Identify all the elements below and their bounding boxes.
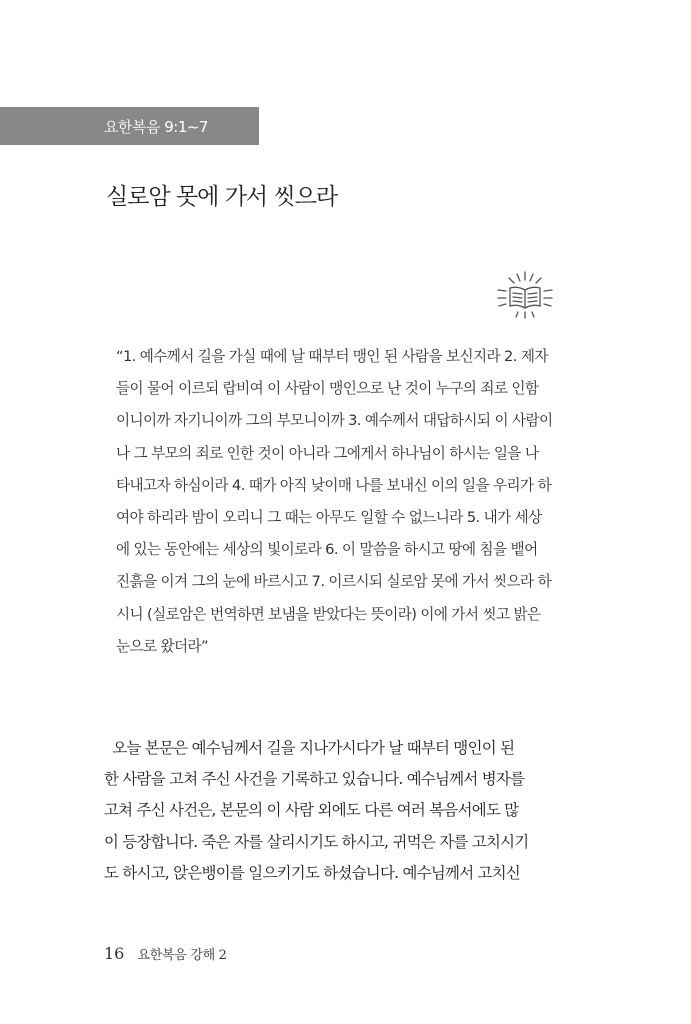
body-line: 고쳐 주신 사건은, 본문의 이 사람 외에도 다른 여러 복음서에도 많: [104, 801, 519, 820]
body-line: 오늘 본문은 예수님께서 길을 지나가시다가 날 때부터 맹인이 된: [104, 739, 515, 757]
scripture-line: 에 있는 동안에는 세상의 빛이로라 6. 이 말씀을 하시고 땅에 침을 뱉어: [116, 541, 538, 559]
scripture-line: 이니이까 자기니이까 그의 부모니이까 3. 예수께서 대답하시되 이 사람이: [116, 412, 553, 430]
running-book-title: 요한복음 강해 2: [137, 948, 227, 963]
page-footer: [104, 944, 227, 963]
scripture-line: 눈으로 왔더라”: [116, 637, 208, 655]
scripture-line: 여야 하리라 밤이 오리니 그 때는 아무도 일할 수 없느니라 5. 내가 세상: [116, 509, 542, 527]
scripture-line: 나 그 부모의 죄로 인한 것이 아니라 그에게서 하나님이 하시는 일을 나: [116, 444, 539, 462]
scripture-line: “1. 예수께서 길을 가실 때에 날 때부터 맹인 된 사람을 보신지라 2. 제자: [116, 348, 548, 365]
page-number: 16: [104, 944, 125, 963]
scripture-line: 들이 물어 이르되 랍비여 이 사람이 맹인으로 난 것이 누구의 죄로 인함: [116, 380, 539, 398]
body-paragraph: [104, 733, 574, 889]
body-line: 이 등장합니다. 죽은 자를 살리시기도 하시고, 귀먹은 자를 고치시기: [104, 832, 529, 851]
page-title: 실로암 못에 가서 씻으라: [106, 184, 338, 210]
scripture-line: 타내고자 하심이라 4. 때가 아직 낮이매 나를 보내신 이의 일을 우리가 하: [116, 476, 552, 494]
body-line: 도 하시고, 앉은뱅이를 일으키기도 하셨습니다. 예수님께서 고치신: [104, 863, 521, 882]
scripture-line: 진흙을 이겨 그의 눈에 바르시고 7. 이르시되 실로암 못에 가서 씻으라 하: [116, 573, 552, 591]
scripture-passage: [116, 341, 566, 663]
open-book-icon: [496, 270, 554, 320]
section-header-bar: [0, 107, 259, 145]
body-line: 한 사람을 고쳐 주신 사건을 기록하고 있습니다. 예수님께서 병자를: [104, 770, 525, 789]
passage-reference: 요한복음 9:1~7: [104, 118, 208, 136]
scripture-line: 시니 (실로암은 번역하면 보냄을 받았다는 뜻이라) 이에 가서 씻고 밝은: [116, 605, 541, 623]
